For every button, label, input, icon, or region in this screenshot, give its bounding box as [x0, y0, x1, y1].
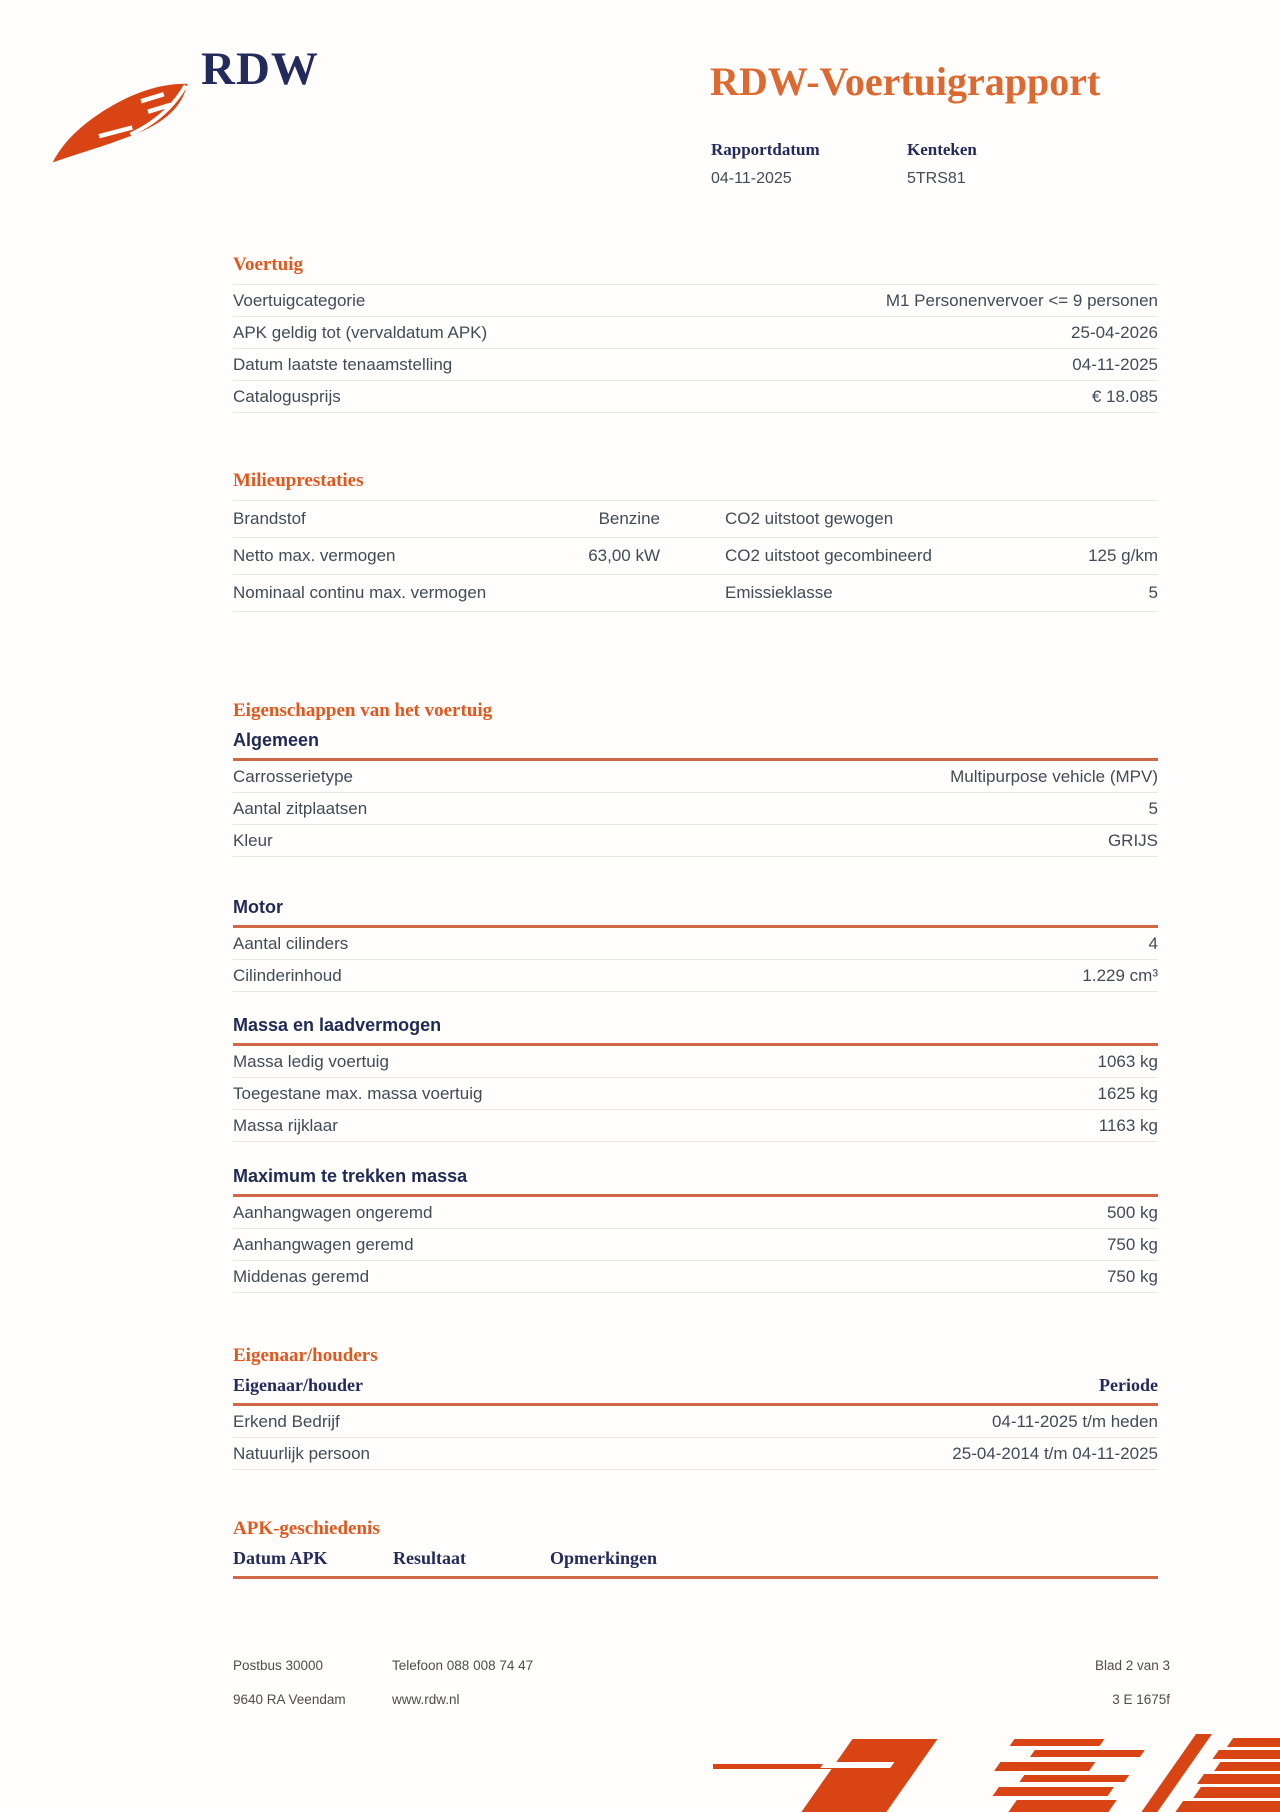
row-value: 5	[1148, 798, 1158, 818]
table-row	[233, 501, 1158, 538]
row-value: 125 g/km	[1088, 546, 1158, 565]
row-label: Cilinderinhoud	[233, 965, 342, 985]
report-date-label: Rapportdatum	[711, 140, 820, 159]
row-label: Emissieklasse	[725, 583, 833, 602]
row-value: 1163 kg	[1098, 1115, 1158, 1135]
table-row	[233, 349, 1158, 381]
row-label: Datum laatste tenaamstelling	[233, 354, 453, 374]
row-label: Massa rijklaar	[233, 1115, 338, 1135]
table-row	[233, 317, 1158, 349]
license-plate-label: Kenteken	[907, 140, 977, 159]
row-value: 4	[1148, 933, 1158, 953]
row-value: 500 kg	[1106, 1202, 1158, 1222]
table-row	[233, 1110, 1158, 1142]
table-row	[233, 1438, 1158, 1470]
row-value: 5	[1148, 583, 1158, 602]
row-label: Natuurlijk persoon	[233, 1443, 371, 1463]
row-label: Catalogusprijs	[233, 386, 341, 406]
table-row	[233, 1229, 1158, 1261]
section-eigenaar	[233, 1345, 1158, 1470]
apk-table-header	[233, 1548, 1158, 1579]
table-row	[233, 825, 1158, 857]
footer-page-number: Blad 2 van 3	[1094, 1658, 1170, 1673]
table-row	[233, 575, 1158, 612]
subsection-heading: Maximum te trekken massa	[233, 1166, 1158, 1197]
section-eigenschappen-heading	[233, 700, 1158, 722]
row-label: Carrosserietype	[233, 766, 353, 786]
row-label: APK geldig tot (vervaldatum APK)	[233, 322, 488, 342]
rdw-stripes-graphic	[668, 1734, 1280, 1812]
report-date-value: 04-11-2025	[711, 170, 792, 187]
row-label: Aanhangwagen ongeremd	[233, 1202, 433, 1222]
subsection-motor	[233, 897, 1158, 992]
table-row	[233, 381, 1158, 413]
row-label: CO2 uitstoot gecombineerd	[725, 546, 932, 565]
motor-rows	[233, 928, 1158, 992]
voertuig-rows	[233, 284, 1158, 413]
section-voertuig-heading: Voertuig	[233, 254, 304, 275]
section-apk	[233, 1518, 1158, 1579]
trekken-rows	[233, 1197, 1158, 1293]
row-value: 25-04-2014 t/m 04-11-2025	[952, 1443, 1158, 1463]
row-label: Toegestane max. massa voertuig	[233, 1083, 483, 1103]
row-label: Brandstof	[233, 509, 306, 528]
row-value: € 18.085	[1091, 386, 1158, 406]
footer-line	[233, 1692, 1170, 1707]
table-row	[233, 1197, 1158, 1229]
algemeen-rows	[233, 761, 1158, 857]
section-milieuprestaties	[233, 470, 1158, 612]
subsection-heading: Motor	[233, 897, 1158, 928]
row-label: Voertuigcategorie	[233, 290, 366, 310]
footer-line	[233, 1658, 1170, 1673]
footer-doc-code: 3 E 1675f	[1112, 1692, 1170, 1707]
license-plate-block	[907, 140, 1103, 188]
column-header: Eigenaar/houder	[233, 1375, 364, 1395]
subsection-algemeen	[233, 730, 1158, 857]
row-value: 04-11-2025 t/m heden	[991, 1411, 1158, 1431]
row-value: M1 Personenvervoer <= 9 personen	[885, 290, 1158, 310]
table-row	[233, 1261, 1158, 1293]
subsection-trekken-massa	[233, 1166, 1158, 1293]
column-header: Resultaat	[393, 1548, 466, 1568]
table-row	[233, 538, 1158, 575]
table-row	[233, 761, 1158, 793]
subsection-massa	[233, 1015, 1158, 1142]
row-label: Kleur	[233, 830, 273, 850]
row-label: Nominaal continu max. vermogen	[233, 583, 487, 602]
row-label: Netto max. vermogen	[233, 546, 396, 565]
page-footer	[233, 1658, 1170, 1726]
footer-city: 9640 RA Veendam	[233, 1692, 346, 1707]
eigenaar-table-header	[233, 1375, 1158, 1406]
report-meta	[711, 140, 1103, 188]
row-value: 1.229 cm³	[1082, 965, 1158, 985]
section-milieu-heading: Milieuprestaties	[233, 470, 364, 491]
row-label: Middenas geremd	[233, 1266, 370, 1286]
row-label: Aantal zitplaatsen	[233, 798, 368, 818]
massa-rows	[233, 1046, 1158, 1142]
row-value: Multipurpose vehicle (MPV)	[950, 766, 1158, 786]
row-label: Erkend Bedrijf	[233, 1411, 340, 1431]
row-value: 25-04-2026	[1071, 322, 1158, 342]
rdw-logo-icon	[50, 78, 190, 170]
row-label: Aantal cilinders	[233, 933, 349, 953]
table-row	[233, 1078, 1158, 1110]
rdw-logo-text: RDW	[201, 43, 319, 95]
row-value: GRIJS	[1107, 830, 1158, 850]
row-value: Benzine	[598, 509, 660, 528]
row-value: 04-11-2025	[1072, 354, 1158, 374]
eigenschappen-heading: Eigenschappen van het voertuig	[233, 700, 493, 721]
footer-phone: Telefoon 088 008 74 47	[392, 1658, 534, 1673]
row-value: 750 kg	[1106, 1266, 1158, 1286]
table-row	[233, 928, 1158, 960]
row-value: 63,00 kW	[588, 546, 660, 565]
row-label: Aanhangwagen geremd	[233, 1234, 414, 1254]
table-row	[233, 793, 1158, 825]
row-value: 1625 kg	[1097, 1083, 1158, 1103]
row-label: CO2 uitstoot gewogen	[725, 509, 894, 528]
table-row	[233, 1406, 1158, 1438]
subsection-heading: Massa en laadvermogen	[233, 1015, 1158, 1046]
column-header: Periode	[1099, 1375, 1158, 1395]
section-voertuig	[233, 254, 1158, 413]
table-row	[233, 1046, 1158, 1078]
column-header: Opmerkingen	[550, 1548, 658, 1568]
row-label: Massa ledig voertuig	[233, 1051, 389, 1071]
section-eigenaar-heading: Eigenaar/houders	[233, 1345, 378, 1366]
page-title: RDW-Voertuigrapport	[710, 59, 1101, 104]
row-value: 750 kg	[1106, 1234, 1158, 1254]
table-row	[233, 285, 1158, 317]
eigenaar-rows	[233, 1406, 1158, 1470]
license-plate-value: 5TRS81	[907, 170, 966, 187]
row-value: 1063 kg	[1097, 1051, 1158, 1071]
footer-address: Postbus 30000	[233, 1658, 324, 1673]
subsection-heading: Algemeen	[233, 730, 1158, 761]
column-header: Datum APK	[233, 1548, 328, 1568]
report-date-block	[711, 140, 907, 188]
footer-website: www.rdw.nl	[392, 1692, 460, 1707]
table-row	[233, 960, 1158, 992]
section-apk-heading: APK-geschiedenis	[233, 1518, 380, 1539]
milieu-rows	[233, 500, 1158, 612]
